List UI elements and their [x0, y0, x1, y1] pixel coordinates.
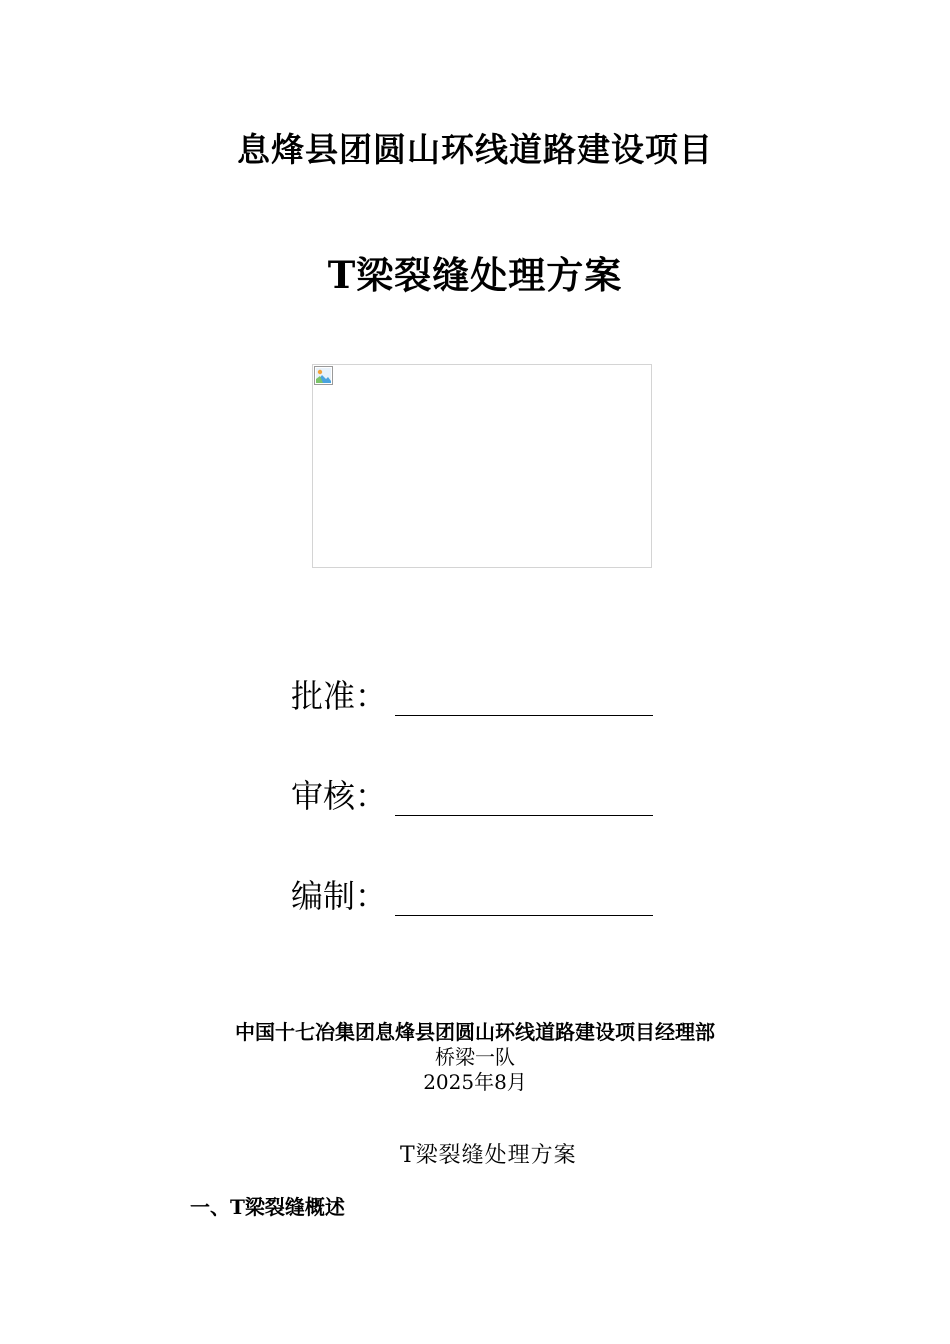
broken-image-icon — [314, 366, 333, 385]
document-title: T梁裂缝处理方案 — [327, 253, 623, 297]
team-name: 桥梁一队 — [435, 1045, 515, 1069]
cover-image-placeholder — [312, 364, 652, 568]
review-signature-line — [395, 814, 653, 816]
signature-row-prepare — [291, 872, 661, 918]
section-heading-overview: 一、T梁裂缝概述 — [190, 1195, 345, 1219]
approve-label: 批准： — [291, 677, 388, 715]
company-name: 中国十七冶集团息烽县团圆山环线道路建设项目经理部 — [235, 1020, 715, 1044]
approve-signature-line — [395, 714, 653, 716]
prepare-label: 编制： — [291, 877, 388, 915]
body-title: T梁裂缝处理方案 — [400, 1143, 577, 1168]
review-label: 审核： — [291, 777, 388, 815]
document-date: 2025年8月 — [423, 1070, 527, 1094]
signature-row-review — [291, 772, 661, 818]
signature-row-approve — [291, 672, 661, 718]
project-title: 息烽县团圆山环线道路建设项目 — [237, 130, 713, 169]
prepare-signature-line — [395, 914, 653, 916]
